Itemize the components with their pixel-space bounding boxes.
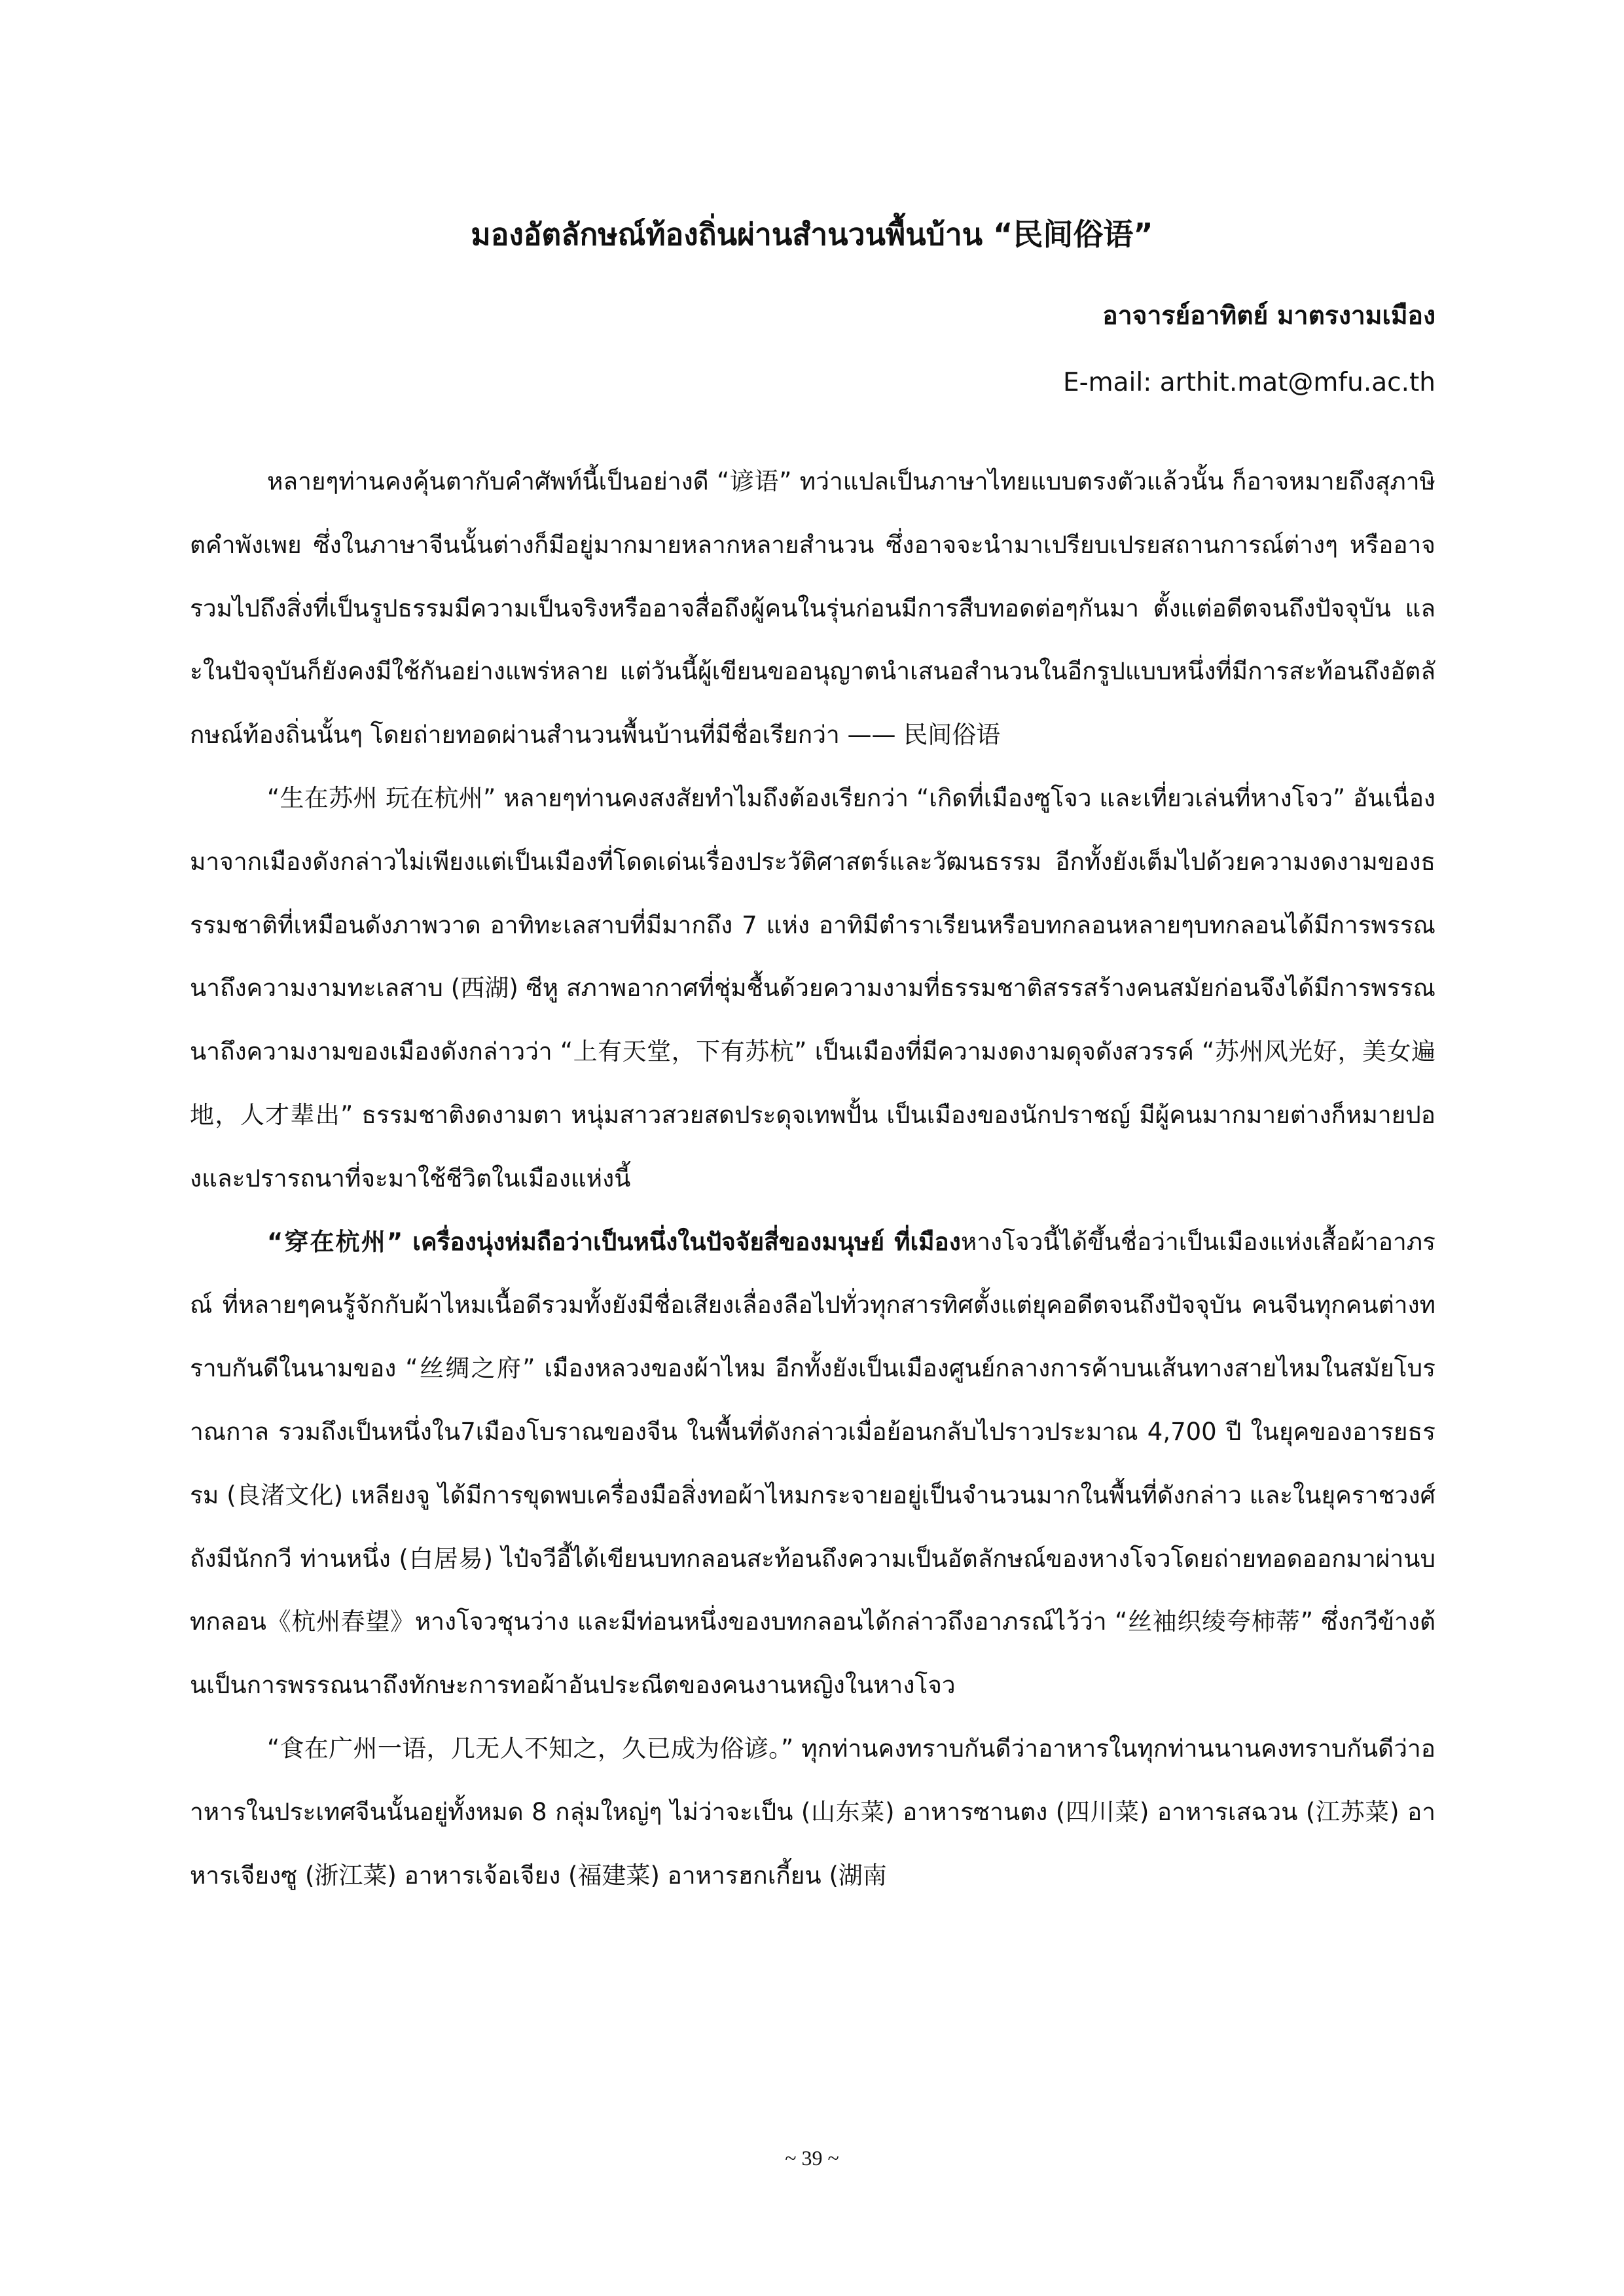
paragraph-clothing-text: หางโจวนี้ได้ขึ้นชื่อว่าเป็นเมืองแห่งเสื้อผ้าอาภรณ์ ที่หลายๆคนรู้จักกับผ้าไหมเนื้อดีรวมทั้งยังมีชื่อเสียงเลื่องลือไปทั่วทุกสารทิศตั้งแต่ยุคอดีตจนถึงปัจจุบัน คนจีนทุกคนต่างทราบกันดีในนามของ “丝绸之府” เมืองหลวงของผ้าไหม อีกทั้งยังเป็นเมืองศูนย์กลางการค้าบนเส้นทางสายไหมในสมัยโบราณกาล รวมถึงเป็นหนึ่งใน7เมืองโบราณของจีน ในพื้นที่ดังกล่าวเมื่อย้อนกลับไปราวประมาณ 4,700 ปี ในยุคของอารยธรรม (良渚文化) เหลียงจู ได้มีการขุดพบเครื่องมือสิ่งทอผ้าไหมกระจายอยู่เป็นจำนวนมากในพื้นที่ดังกล่าว และในยุคราชวงศ์ถังมีนักกวี ท่านหนึ่ง (白居易) ไป๋จวีอี้ได้เขียนบทกลอนสะท้อนถึงความเป็นอัตลักษณ์ของหางโจวโดยถ่ายทอดออกมาผ่านบทกลอน《杭州春望》หางโจวชุนว่าง และมีท่อนหนึ่งของบทกลอนได้กล่าวถึงอาภรณ์ไว้ว่า “丝袖织绫夸柿蒂” ซึ่งกวีข้างต้นเป็นการพรรณนาถึงทักษะการทอผ้าอันประณีตของคนงานหญิงในหางโจว (190, 1227, 1435, 1700)
author-name: อาจารย์อาทิตย์ มาตรงามเมือง (1102, 301, 1435, 331)
paragraph-clothing-hangzhou (190, 1211, 1435, 1717)
paragraph-clothing-lead: “穿在杭州” เครื่องนุ่งห่มถือว่าเป็นหนึ่งในปัจจัยสี่ของมนุษย์ ที่เมือง (267, 1227, 961, 1256)
paragraph-suzhou-hangzhou (190, 767, 1435, 1211)
paragraph-food-guangzhou (190, 1717, 1435, 1907)
paragraph-food-text: “食在广州一语，几无人不知之，久已成为俗谚。” ทุกท่านคงทราบกันดีว่าอาหารในทุกท่านนานคงทราบกันดีว่าอาหารในประเทศจีนนั้นอยู่ทั้งหมด 8 กลุ่มใหญ่ๆ ไม่ว่าจะเป็น (山东菜) อาหารซานตง (四川菜) อาหารเสฉวน (江苏菜) อาหารเจียงซู (浙江菜) อาหารเจ้อเจียง (福建菜) อาหารฮกเกี้ยน (湖南 (190, 1734, 1435, 1890)
paragraph-suzhou-hangzhou-text: “生在苏州 玩在杭州” หลายๆท่านคงสงสัยทำไมถึงต้องเรียกว่า “เกิดที่เมืองซูโจว และเที่ยวเล่นที่หางโจว” อันเนื่องมาจากเมืองดังกล่าวไม่เพียงแต่เป็นเมืองที่โดดเด่นเรื่องประวัติศาสตร์และวัฒนธรรม อีกทั้งยังเต็มไปด้วยความงดงามของธรรมชาติที่เหมือนดังภาพวาด อาทิทะเลสาบที่มีมากถึง 7 แห่ง อาทิมีตำราเรียนหรือบทกลอนหลายๆบทกลอนได้มีการพรรณนาถึงความงามทะเลสาบ (西湖) ซีหู สภาพอากาศที่ชุ่มชื้นด้วยความงามที่ธรรมชาติสรรสร้างคนสมัยก่อนจึงได้มีการพรรณนาถึงความงามของเมืองดังกล่าวว่า “上有天堂，下有苏杭” เป็นเมืองที่มีความงดงามดุจดังสวรรค์ “苏州风光好，美女遍地，人才辈出” ธรรมชาติงดงามตา หนุ่มสาวสวยสดประดุจเทพปั้น เป็นเมืองของนักปราชญ์ มีผู้คนมากมายต่างก็หมายปองและปรารถนาที่จะมาใช้ชีวิตในเมืองแห่งนี้ (190, 783, 1435, 1193)
page-number: ~ 39 ~ (785, 2146, 839, 2170)
author-email: E-mail: arthit.mat@mfu.ac.th (1062, 368, 1435, 397)
paragraph-intro-text: หลายๆท่านคงคุ้นตากับคำศัพท์นี้เป็นอย่างดี “谚语” ทว่าแปลเป็นภาษาไทยแบบตรงตัวแล้วนั้น ก็อาจหมายถึงสุภาษิตคำพังเพย ซึ่งในภาษาจีนนั้นต่างก็มีอยู่มากมายหลากหลายสำนวน ซึ่งอาจจะนำมาเปรียบเปรยสถานการณ์ต่างๆ หรืออาจรวมไปถึงสิ่งที่เป็นรูปธรรมมีความเป็นจริงหรืออาจสื่อถึงผู้คนในรุ่นก่อนมีการสืบทอดต่อๆกันมา ตั้งแต่อดีตจนถึงปัจจุบัน และในปัจจุบันก็ยังคงมีใช้กันอย่างแพร่หลาย แต่วันนี้ผู้เขียนขออนุญาตนำเสนอสำนวนในอีกรูปแบบหนึ่งที่มีการสะท้อนถึงอัตลักษณ์ท้องถิ่นนั้นๆ โดยถ่ายทอดผ่านสำนวนพื้นบ้านที่มีชื่อเรียกว่า —— 民间俗语 (190, 467, 1435, 749)
paragraph-intro (190, 450, 1435, 767)
article-body (190, 450, 1435, 1907)
article-title: มองอัตลักษณ์ท้องถิ่นผ่านสำนวนพื้นบ้าน “民间俗语” (471, 217, 1153, 252)
